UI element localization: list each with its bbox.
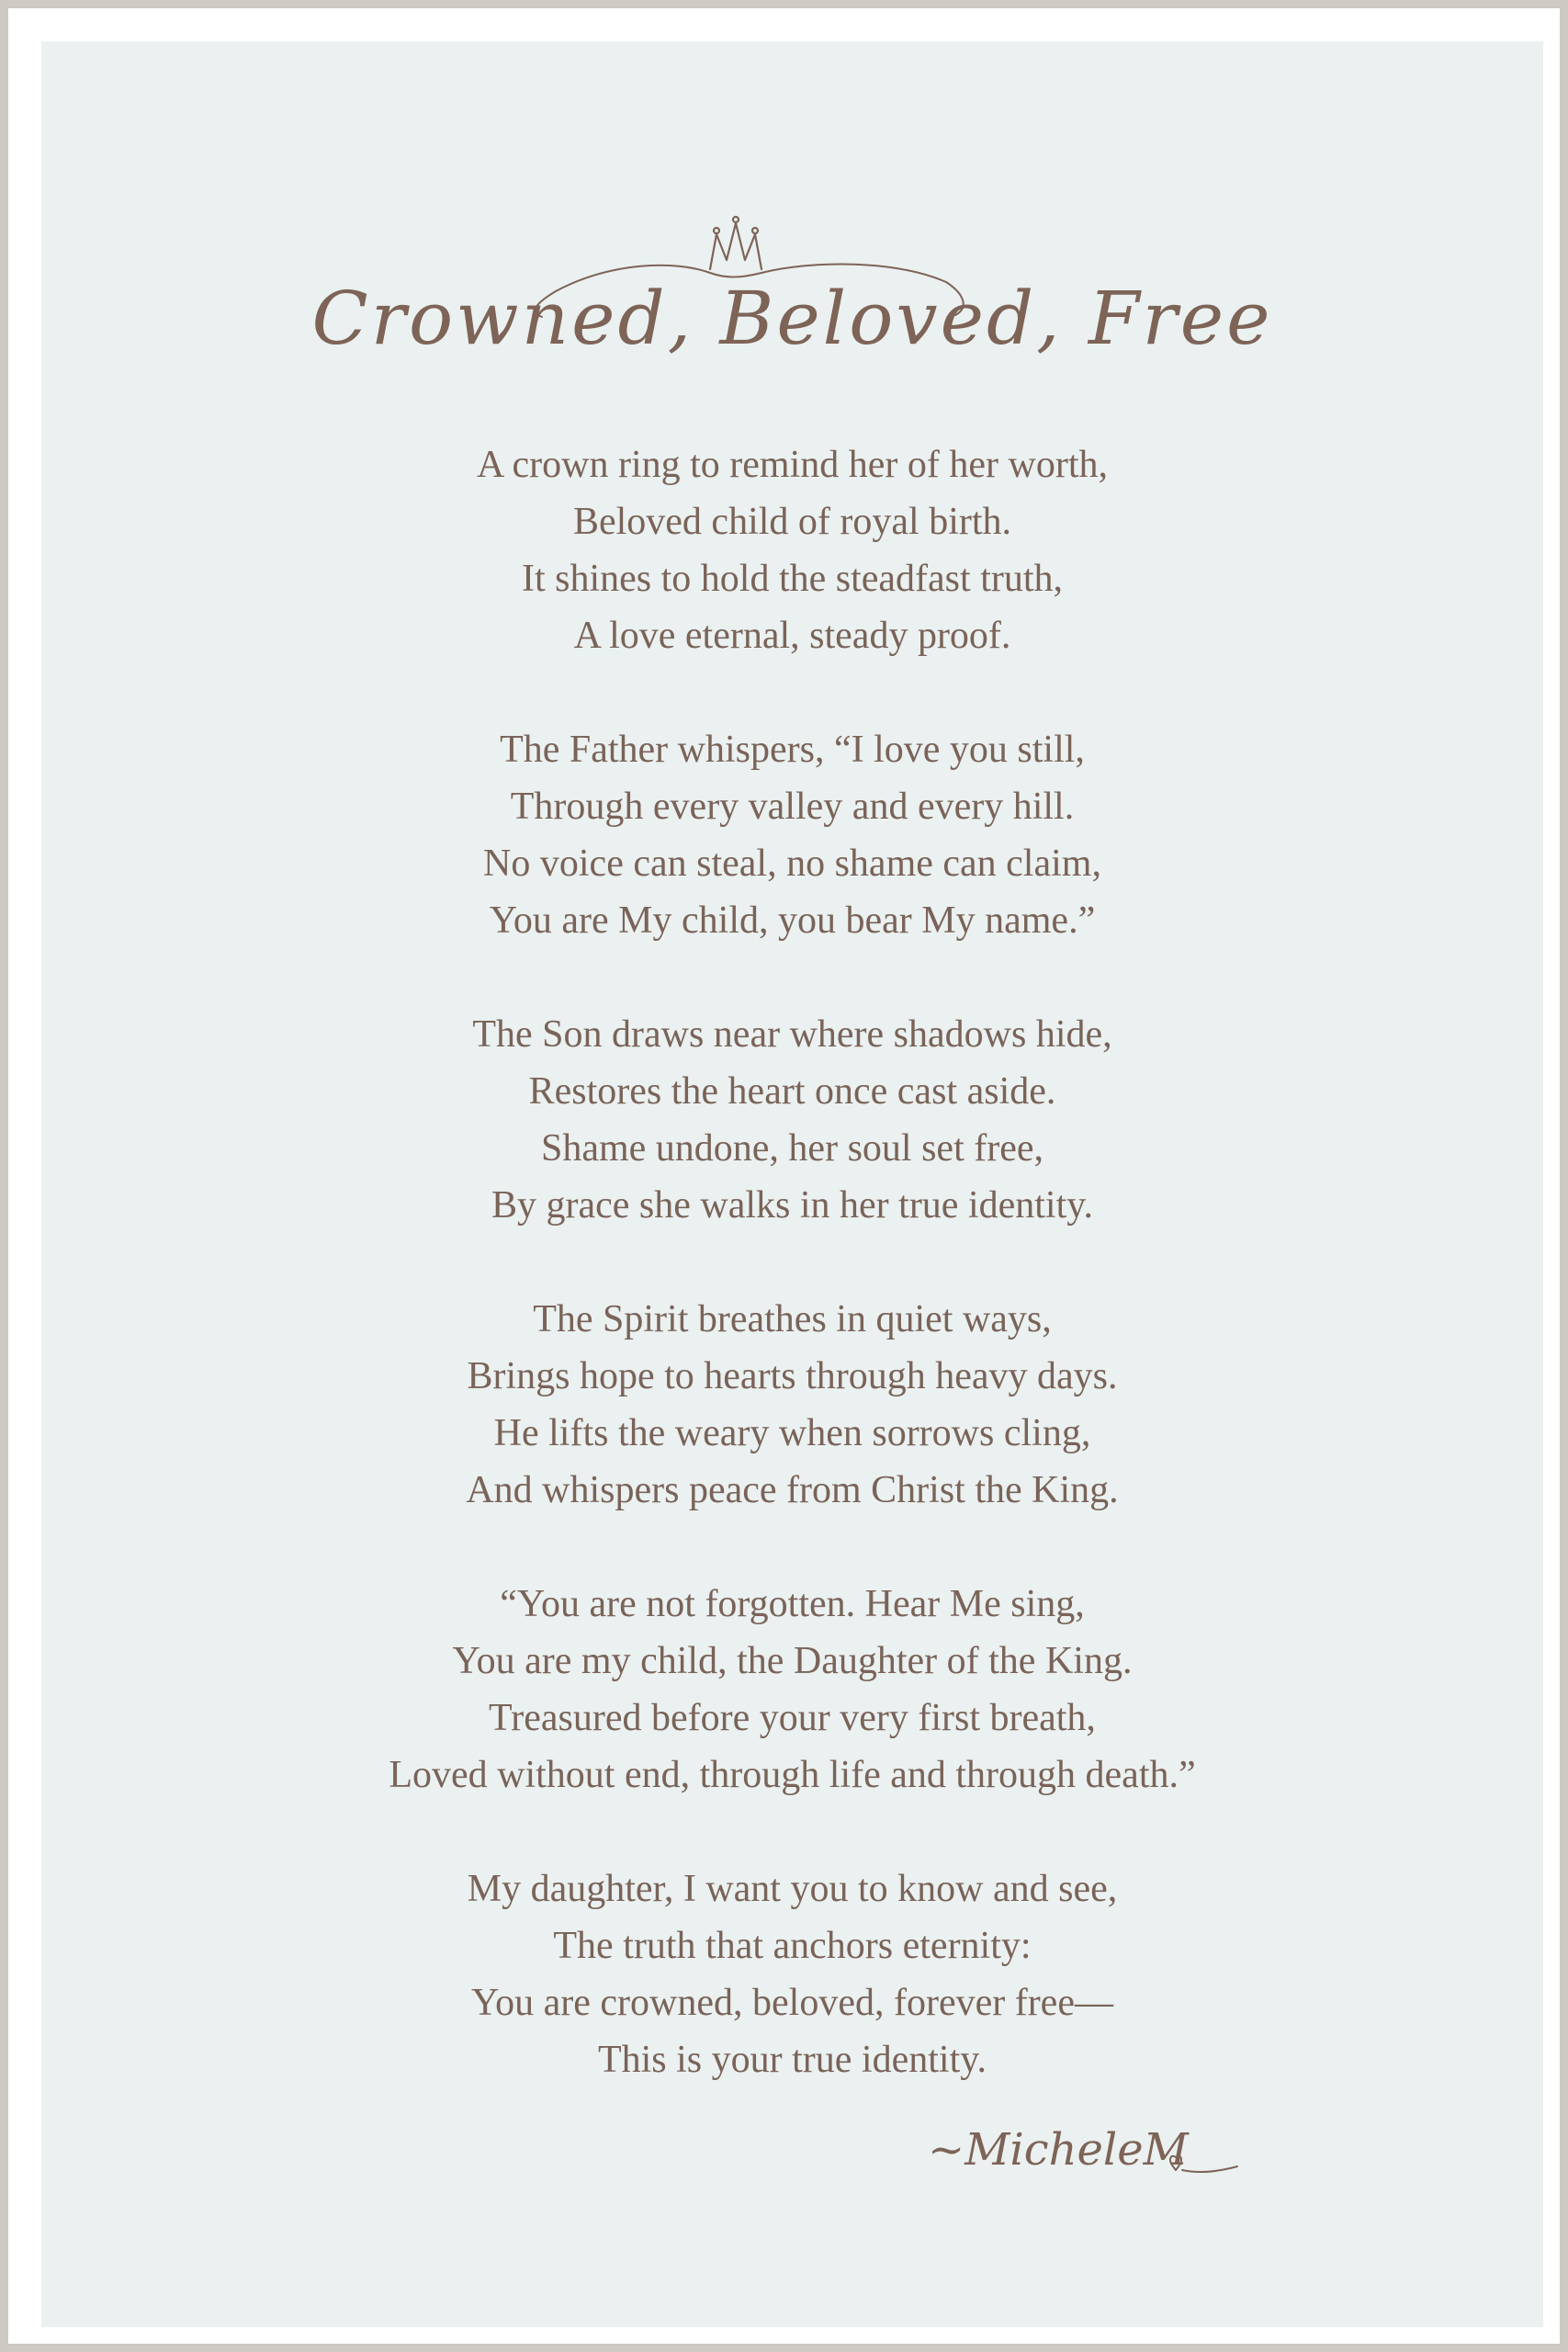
poem-line: Brings hope to hearts through heavy days. — [467, 1355, 1118, 1397]
poem-card — [41, 41, 1543, 2327]
stanza-1 — [41, 436, 1543, 664]
poem-body — [41, 436, 1543, 2145]
poem-title: Crowned, Beloved, Free — [311, 276, 1273, 361]
poem-line: A crown ring to remind her of her worth, — [477, 444, 1108, 486]
poem-line: The Spirit breathes in quiet ways, — [533, 1298, 1052, 1340]
poem-line: You are my child, the Daughter of the King. — [452, 1640, 1133, 1682]
poem-line: And whispers peace from Christ the King. — [466, 1469, 1119, 1511]
poem-line: Restores the heart once cast aside. — [528, 1070, 1056, 1113]
poem-line: My daughter, I want you to know and see, — [467, 1868, 1118, 1910]
poem-line: “You are not forgotten. Hear Me sing, — [500, 1583, 1085, 1625]
poem-line: Loved without end, through life and through death.” — [389, 1754, 1196, 1796]
stanza-2 — [41, 721, 1543, 949]
poem-line: No voice can steal, no shame can claim, — [483, 842, 1101, 885]
poem-line: By grace she walks in her true identity. — [491, 1184, 1094, 1227]
poem-line: Beloved child of royal birth. — [572, 501, 1012, 543]
poem-line: The Father whispers, “I love you still, — [500, 729, 1085, 771]
signature-flourish — [896, 2113, 1263, 2196]
crown-icon — [710, 217, 761, 269]
signature-text: ~MicheleM — [928, 2124, 1189, 2176]
title-block — [41, 188, 1543, 409]
signature-tail — [1182, 2166, 1237, 2172]
stanza-3 — [41, 1006, 1543, 1234]
heart-icon — [1170, 2156, 1181, 2170]
stanza-5 — [41, 1576, 1543, 1804]
poem-line: You are My child, you bear My name.” — [489, 899, 1096, 942]
poem-line: The Son draws near where shadows hide, — [472, 1013, 1112, 1056]
poem-line: This is your true identity. — [597, 2039, 987, 2081]
poem-line: It shines to hold the steadfast truth, — [521, 558, 1064, 600]
stanza-4 — [41, 1291, 1543, 1519]
poem-line: Treasured before your very first breath, — [489, 1697, 1096, 1739]
poem-line: You are crowned, beloved, forever free— — [471, 1982, 1113, 2024]
stanza-6 — [41, 1860, 1543, 2088]
poem-line: A love eternal, steady proof. — [573, 615, 1011, 657]
poem-line: He lifts the weary when sorrows cling, — [493, 1412, 1091, 1454]
poem-line: Shame undone, her soul set free, — [540, 1127, 1043, 1170]
poem-line: Through every valley and every hill. — [510, 786, 1075, 828]
signature — [896, 2113, 1263, 2196]
poem-line: The truth that anchors eternity: — [553, 1925, 1032, 1967]
